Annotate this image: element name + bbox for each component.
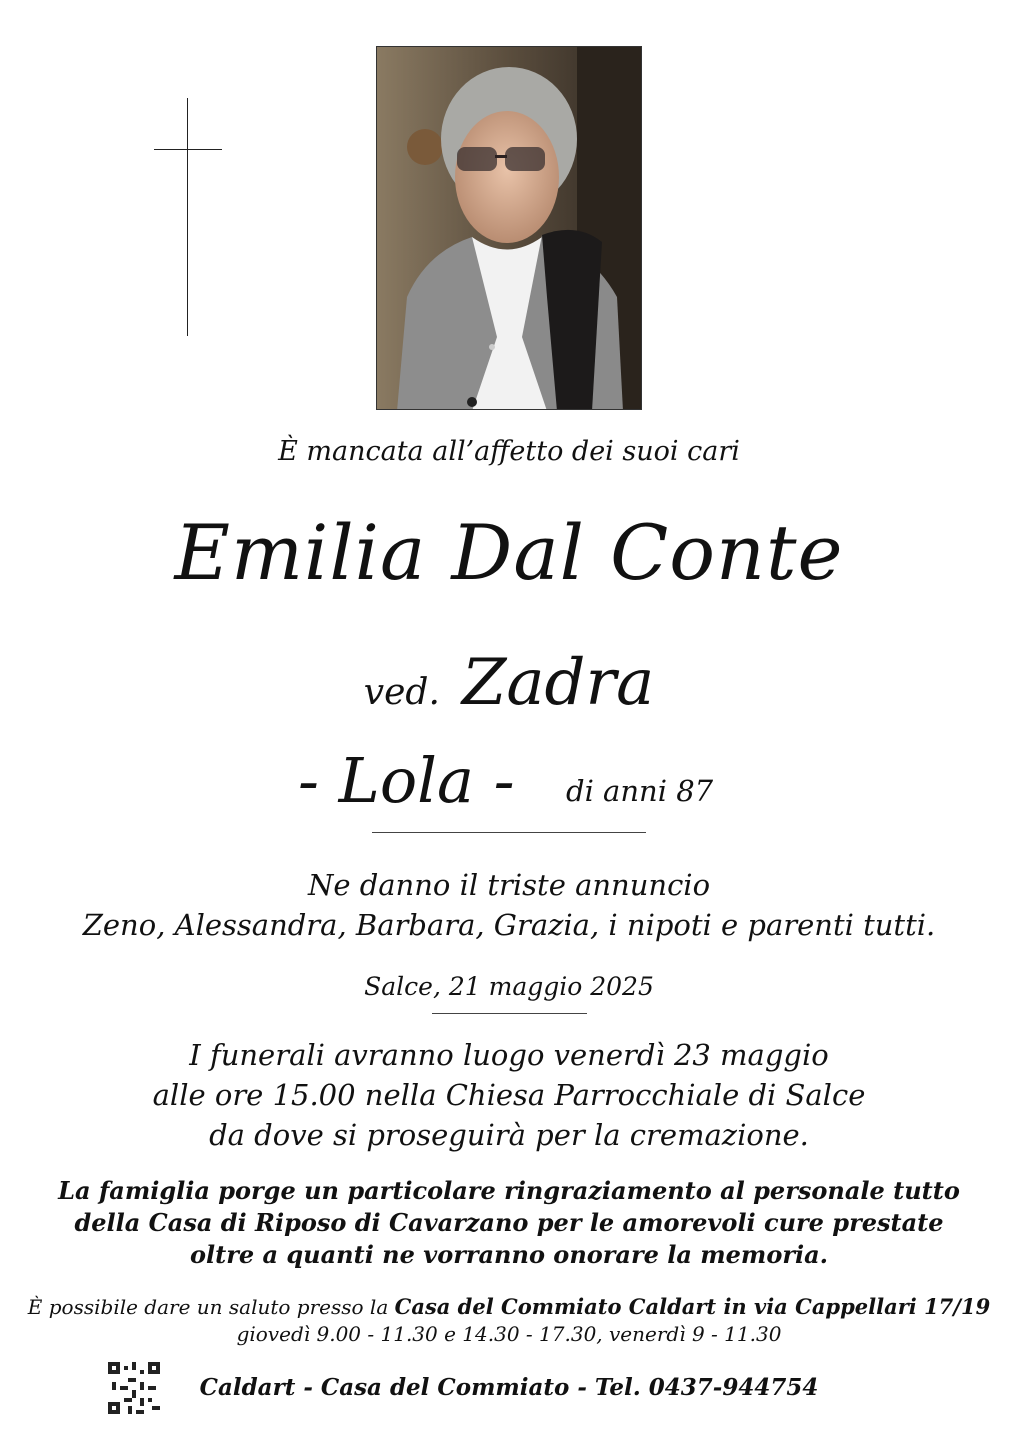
thanks-line-2: della Casa di Riposo di Cavarzano per le amorevoli cure prestate xyxy=(74,1208,944,1237)
announcement-line-2: Zeno, Alessandra, Barbara, Grazia, i nipoti e parenti tutti. xyxy=(82,908,936,942)
cross-icon xyxy=(187,98,188,336)
thanks-line-1: La famiglia porge un particolare ringraziamento al personale tutto xyxy=(58,1176,960,1205)
visit-hours: giovedì 9.00 - 11.30 e 14.30 - 17.30, venerdì 9 - 11.30 xyxy=(236,1322,782,1346)
thanks-line-3: oltre a quanti ne vorranno onorare la memoria. xyxy=(190,1240,828,1269)
ved-prefix: ved. xyxy=(363,672,440,713)
nickname: - Lola - xyxy=(298,744,515,817)
portrait-photo xyxy=(376,46,642,410)
funeral-home-contact: Caldart - Casa del Commiato - Tel. 0437-944754 xyxy=(199,1374,819,1401)
funeral-line-2: alle ore 15.00 nella Chiesa Parrocchiale di Salce xyxy=(152,1078,866,1112)
funeral-line-1: I funerali avranno luogo venerdì 23 maggio xyxy=(189,1038,829,1072)
married-name: Zadra xyxy=(461,646,655,720)
divider xyxy=(372,832,646,833)
funeral-line-3: da dove si proseguirà per la cremazione. xyxy=(209,1118,809,1152)
married-name-line xyxy=(0,646,1018,720)
place-date: Salce, 21 maggio 2025 xyxy=(364,972,654,1001)
divider xyxy=(432,1013,587,1014)
age: di anni 87 xyxy=(566,774,714,808)
visit-info xyxy=(0,1294,1018,1319)
announcement-line-1: Ne danno il triste annuncio xyxy=(307,868,711,902)
portrait-illustration xyxy=(377,47,642,410)
visit-prefix: È possibile dare un saluto presso la xyxy=(27,1295,389,1319)
intro-text: È mancata all’affetto dei suoi cari xyxy=(278,436,740,467)
cross-icon-bar xyxy=(154,149,222,150)
deceased-name: Emilia Dal Conte xyxy=(174,508,844,597)
visit-place: Casa del Commiato Caldart in via Cappellari 17/19 xyxy=(394,1294,991,1319)
